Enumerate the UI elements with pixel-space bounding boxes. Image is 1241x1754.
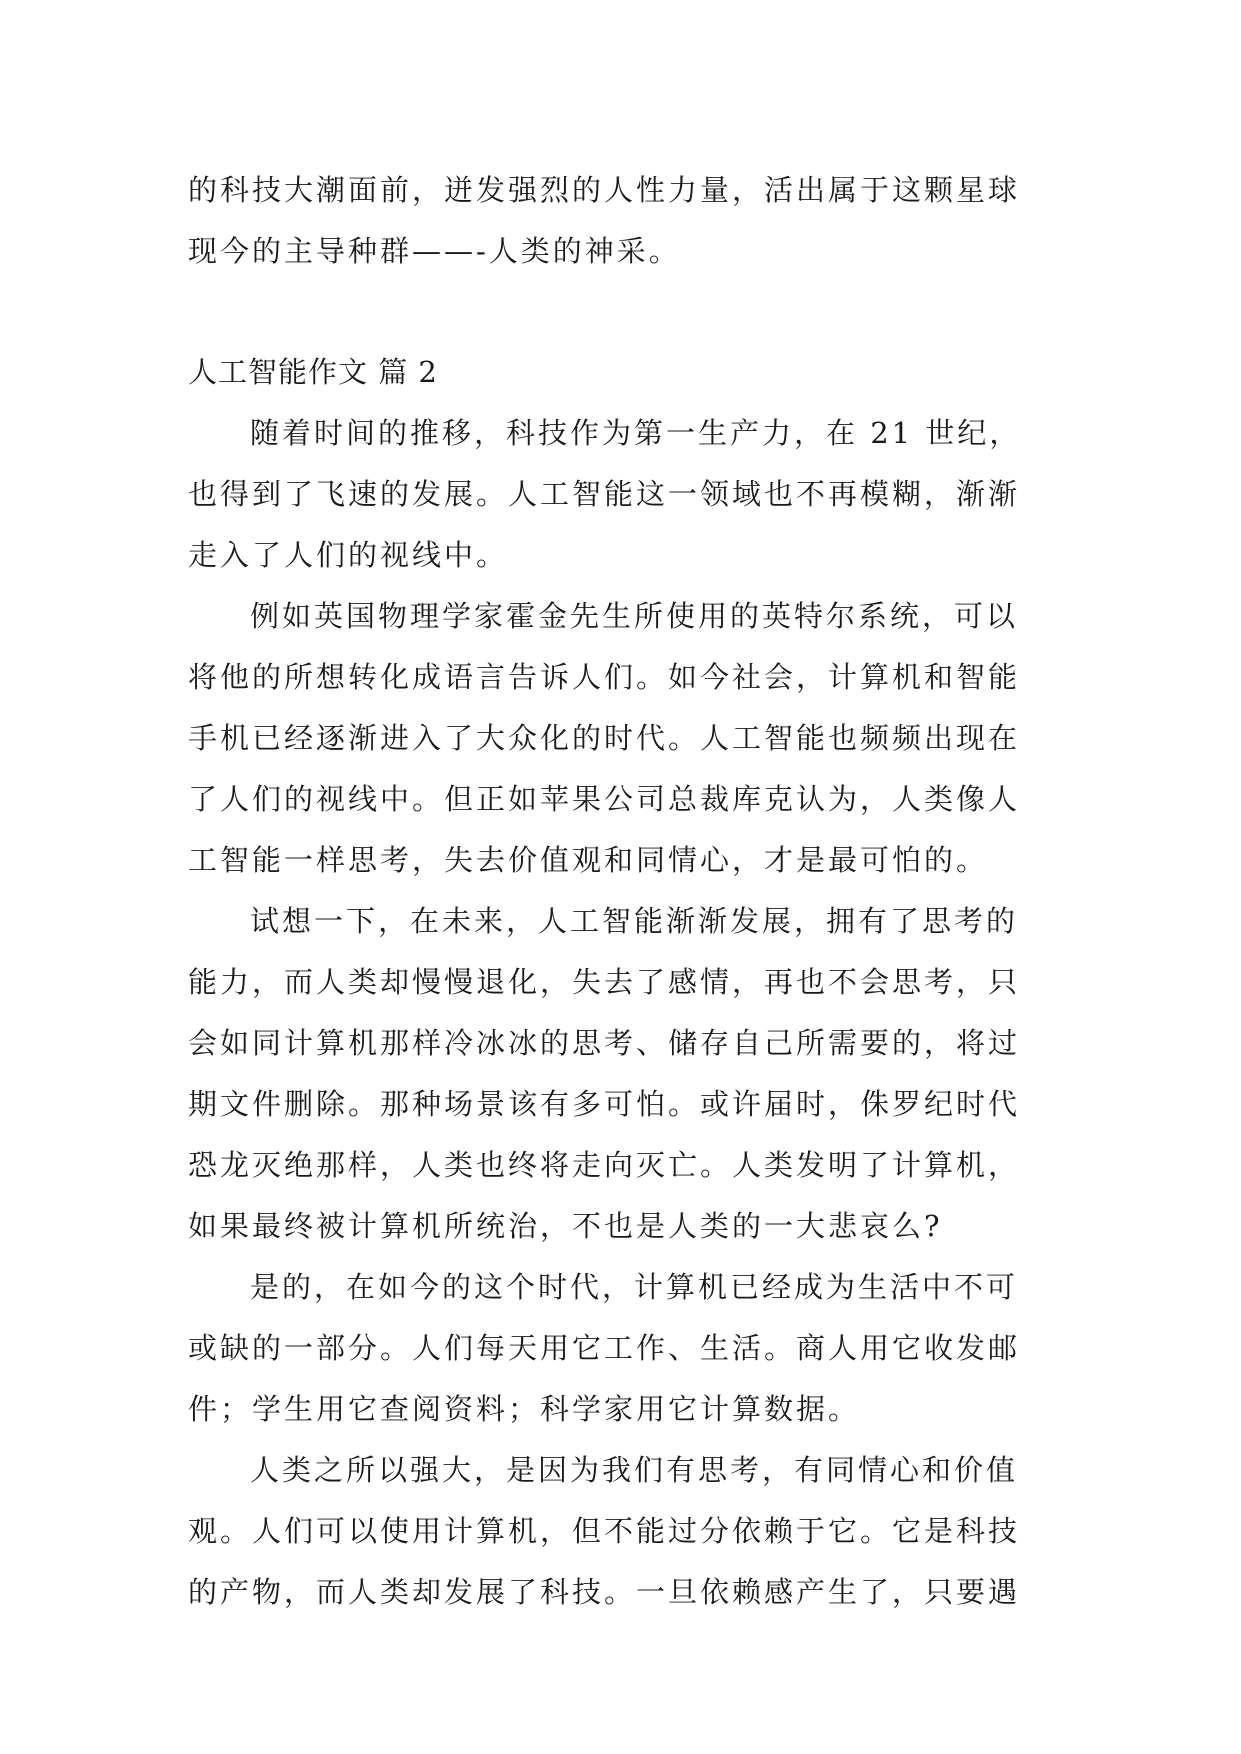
text-line: 例如英国物理学家霍金先生所使用的英特尔系统，可以	[250, 599, 1019, 633]
text-line: 期文件删除。那种场景该有多可怕。或许届时，侏罗纪时代	[188, 1087, 1021, 1121]
text-line: 观。人们可以使用计算机，但不能过分依赖于它。它是科技	[188, 1514, 1021, 1548]
paragraph	[188, 891, 1068, 1257]
text-line: 恐龙灭绝那样，人类也终将走向灭亡。人类发明了计算机，	[188, 1148, 1021, 1182]
intro-text	[188, 160, 1068, 282]
paragraph	[188, 403, 1068, 586]
text-line: 现今的主导种群——-人类的神采。	[188, 234, 681, 268]
text-line: 或缺的一部分。人们每天用它工作、生活。商人用它收发邮	[188, 1331, 1021, 1365]
text-line: 随着时间的推移，科技作为第一生产力，在 21 世纪，	[250, 416, 1022, 450]
paragraph	[188, 586, 1068, 891]
text-line: 人类之所以强大，是因为我们有思考，有同情心和价值	[250, 1453, 1019, 1487]
text-line: 是的，在如今的这个时代，计算机已经成为生活中不可	[250, 1270, 1019, 1304]
text-line: 也得到了飞速的发展。人工智能这一领域也不再模糊，渐渐	[188, 477, 1021, 511]
text-line: 会如同计算机那样冷冰冰的思考、储存自己所需要的，将过	[188, 1026, 1021, 1060]
paragraph	[188, 1440, 1068, 1623]
text-line: 如果最终被计算机所统治，不也是人类的一大悲哀么?	[188, 1209, 943, 1243]
text-line: 手机已经逐渐进入了大众化的时代。人工智能也频频出现在	[188, 721, 1021, 755]
text-line: 将他的所想转化成语言告诉人们。如今社会，计算机和智能	[188, 660, 1021, 694]
text-line: 的产物，而人类却发展了科技。一旦依赖感产生了，只要遇	[188, 1575, 1021, 1609]
text-line: 走入了人们的视线中。	[188, 538, 509, 572]
section-heading: 人工智能作文 篇 2	[188, 355, 438, 389]
text-line: 工智能一样思考，失去价值观和同情心，才是最可怕的。	[188, 843, 989, 877]
text-line: 件；学生用它查阅资料；科学家用它计算数据。	[188, 1392, 861, 1426]
paragraph	[188, 1257, 1068, 1440]
text-line: 了人们的视线中。但正如苹果公司总裁库克认为，人类像人	[188, 782, 1021, 816]
section-spacer	[188, 282, 1068, 342]
text-line: 的科技大潮面前，迸发强烈的人性力量，活出属于这颗星球	[188, 173, 1021, 207]
text-line: 试想一下，在未来，人工智能渐渐发展，拥有了思考的	[250, 904, 1019, 938]
text-line: 能力，而人类却慢慢退化，失去了感情，再也不会思考，只	[188, 965, 1021, 999]
document-body	[188, 160, 1068, 1623]
